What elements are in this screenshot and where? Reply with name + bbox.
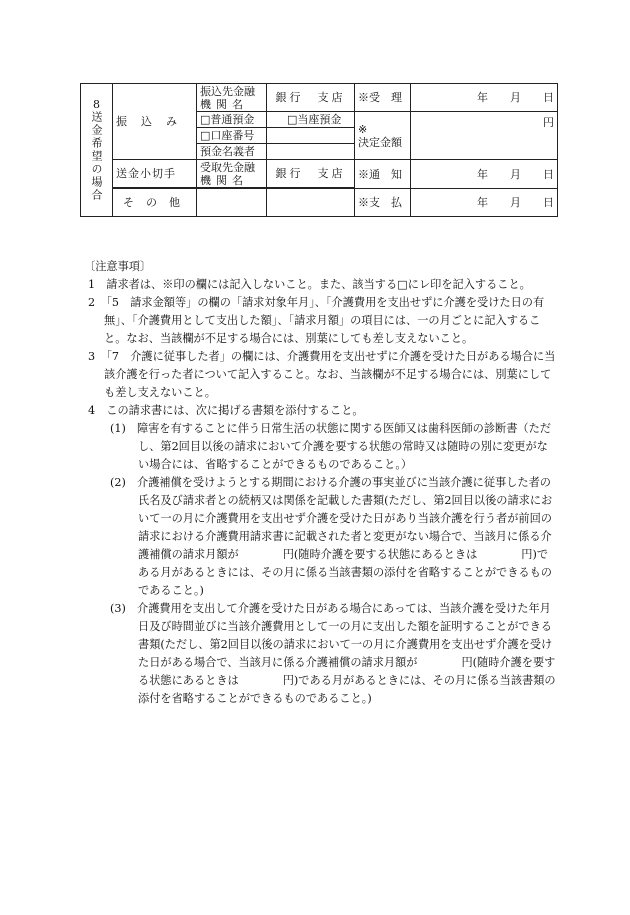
- note-sub-2: [110, 474, 556, 600]
- furikomi-bank-field[interactable]: 銀行 支店: [267, 84, 355, 112]
- current-deposit-checkbox[interactable]: □当座預金: [267, 112, 355, 128]
- note-item-4: 4 この請求書には、次に掲げる書類を添付すること。: [88, 404, 364, 417]
- month-label: 月: [510, 196, 521, 209]
- other-field-2[interactable]: [267, 189, 355, 217]
- check-bank-label-line1: 受取先金融: [200, 160, 255, 174]
- furikomi-bank-label-line2: 機関名: [200, 97, 248, 111]
- decided-amount-text: 決定金額: [358, 135, 402, 149]
- other-label: その他: [113, 189, 197, 217]
- decided-mark: ※: [358, 122, 368, 136]
- decided-amount-field[interactable]: 円: [411, 112, 558, 160]
- year-label: 年: [477, 91, 488, 104]
- remittance-table: [80, 83, 558, 217]
- check-bank-label-line2: 機関名: [200, 173, 248, 187]
- note-sub-3-part-a: (3) 介護費用を支出して介護を受けた日がある場合にあっては、当該介護を受けた年月日及び時間並びに当該介護費用として一の月に支出した額を証明することができる書類(ただし、第2回目以後の請求において一の月に介護費用を支出せず介護を受けた日がある場合で、当該月に係る介護補償の請求月額が: [110, 602, 553, 669]
- note-item-2: 2 「5 請求金額等」の欄の「請求対象年月」、「介護費用を支出せずに介護を受けた日の有無」、「介護費用として支出した額」、「請求月額」の項目には、一の月ごとに記入すること。なお、当該欄が不足する場合には、別葉にしても差し支えないこと。: [88, 296, 545, 345]
- notes-section: [84, 258, 556, 708]
- section-cell: [81, 84, 113, 217]
- note-sub-1: (1) 障害を有することに伴う日常生活の状態に関する医師又は歯科医師の診断書（ただし、第2回目以後の請求において介護を要する状態の常時又は随時の別に変更がない場合には、省略することができるものであること。）: [110, 422, 551, 471]
- note-item-1: 1 請求者は、※印の欄には記入しないこと。また、該当する□にレ印を記入すること。: [88, 278, 531, 291]
- day-label: 日: [543, 167, 554, 181]
- furikomi-bank-label: [197, 84, 267, 112]
- day-label: 日: [543, 91, 554, 104]
- day-label: 日: [543, 196, 554, 209]
- receipt-label: ※受 理: [355, 84, 411, 112]
- payment-label: ※支 払: [355, 189, 411, 217]
- notice-date[interactable]: [411, 160, 558, 189]
- notes-heading: 〔注意事項〕: [84, 260, 152, 273]
- notice-label: ※通 知: [355, 160, 411, 189]
- year-label: 年: [477, 167, 488, 181]
- receipt-date[interactable]: [411, 84, 558, 112]
- check-bank-label: [197, 160, 267, 188]
- account-number-label: □口座番号: [197, 128, 267, 144]
- payment-date[interactable]: [411, 189, 558, 217]
- note-sub-3: [110, 600, 556, 708]
- account-holder-label: 預金名義者: [197, 144, 267, 160]
- month-label: 月: [510, 91, 521, 104]
- furikomi-label: 振込み: [113, 84, 197, 160]
- note-sub-3-part-c: 円)である月があるときには、その月に係る当該書類の添付を省略することができるものであること。): [138, 674, 556, 705]
- note-item-3: 3 「7 介護に従事した者」の欄には、介護費用を支出せずに介護を受けた日がある場合に当該介護を行った者について記入すること。なお、当該欄が不足する場合には、別葉にしても差し支えないこと。: [88, 350, 556, 399]
- other-field-1[interactable]: [197, 189, 267, 217]
- year-label: 年: [477, 196, 488, 209]
- ordinary-deposit-checkbox[interactable]: □普通預金: [197, 112, 267, 128]
- note-sub-2-part-a: (2) 介護補償を受けようとする期間における介護の事実並びに当該介護に従事した者の氏名及び請求者との続柄又は関係を記載した書類(ただし、第2回目以後の請求において一の月に介護費用を支出せず介護を受けた日があり当該介護を行う者が前回の請求における介護費用請求書に記載された者と変更がない場合で、当該月に係る介護補償の請求月額が: [110, 476, 553, 561]
- note-sub-2-part-c: 円)である月があるときには、その月に係る当該書類の添付を省略することができるものであること。): [138, 548, 552, 597]
- section-number: 8: [93, 98, 100, 111]
- section-title: 送金希望の場合: [90, 111, 103, 202]
- month-label: 月: [510, 167, 521, 181]
- furikomi-bank-label-line1: 振込先金融: [200, 84, 255, 98]
- check-label: 送金小切手: [113, 160, 197, 188]
- note-sub-3-part-b: 円(随時介護を要する状態にあるときは: [138, 656, 556, 687]
- note-sub-2-part-b: 円(随時介護を要する状態にあるときは: [282, 548, 478, 561]
- check-bank-field[interactable]: 銀行 支店: [267, 160, 355, 188]
